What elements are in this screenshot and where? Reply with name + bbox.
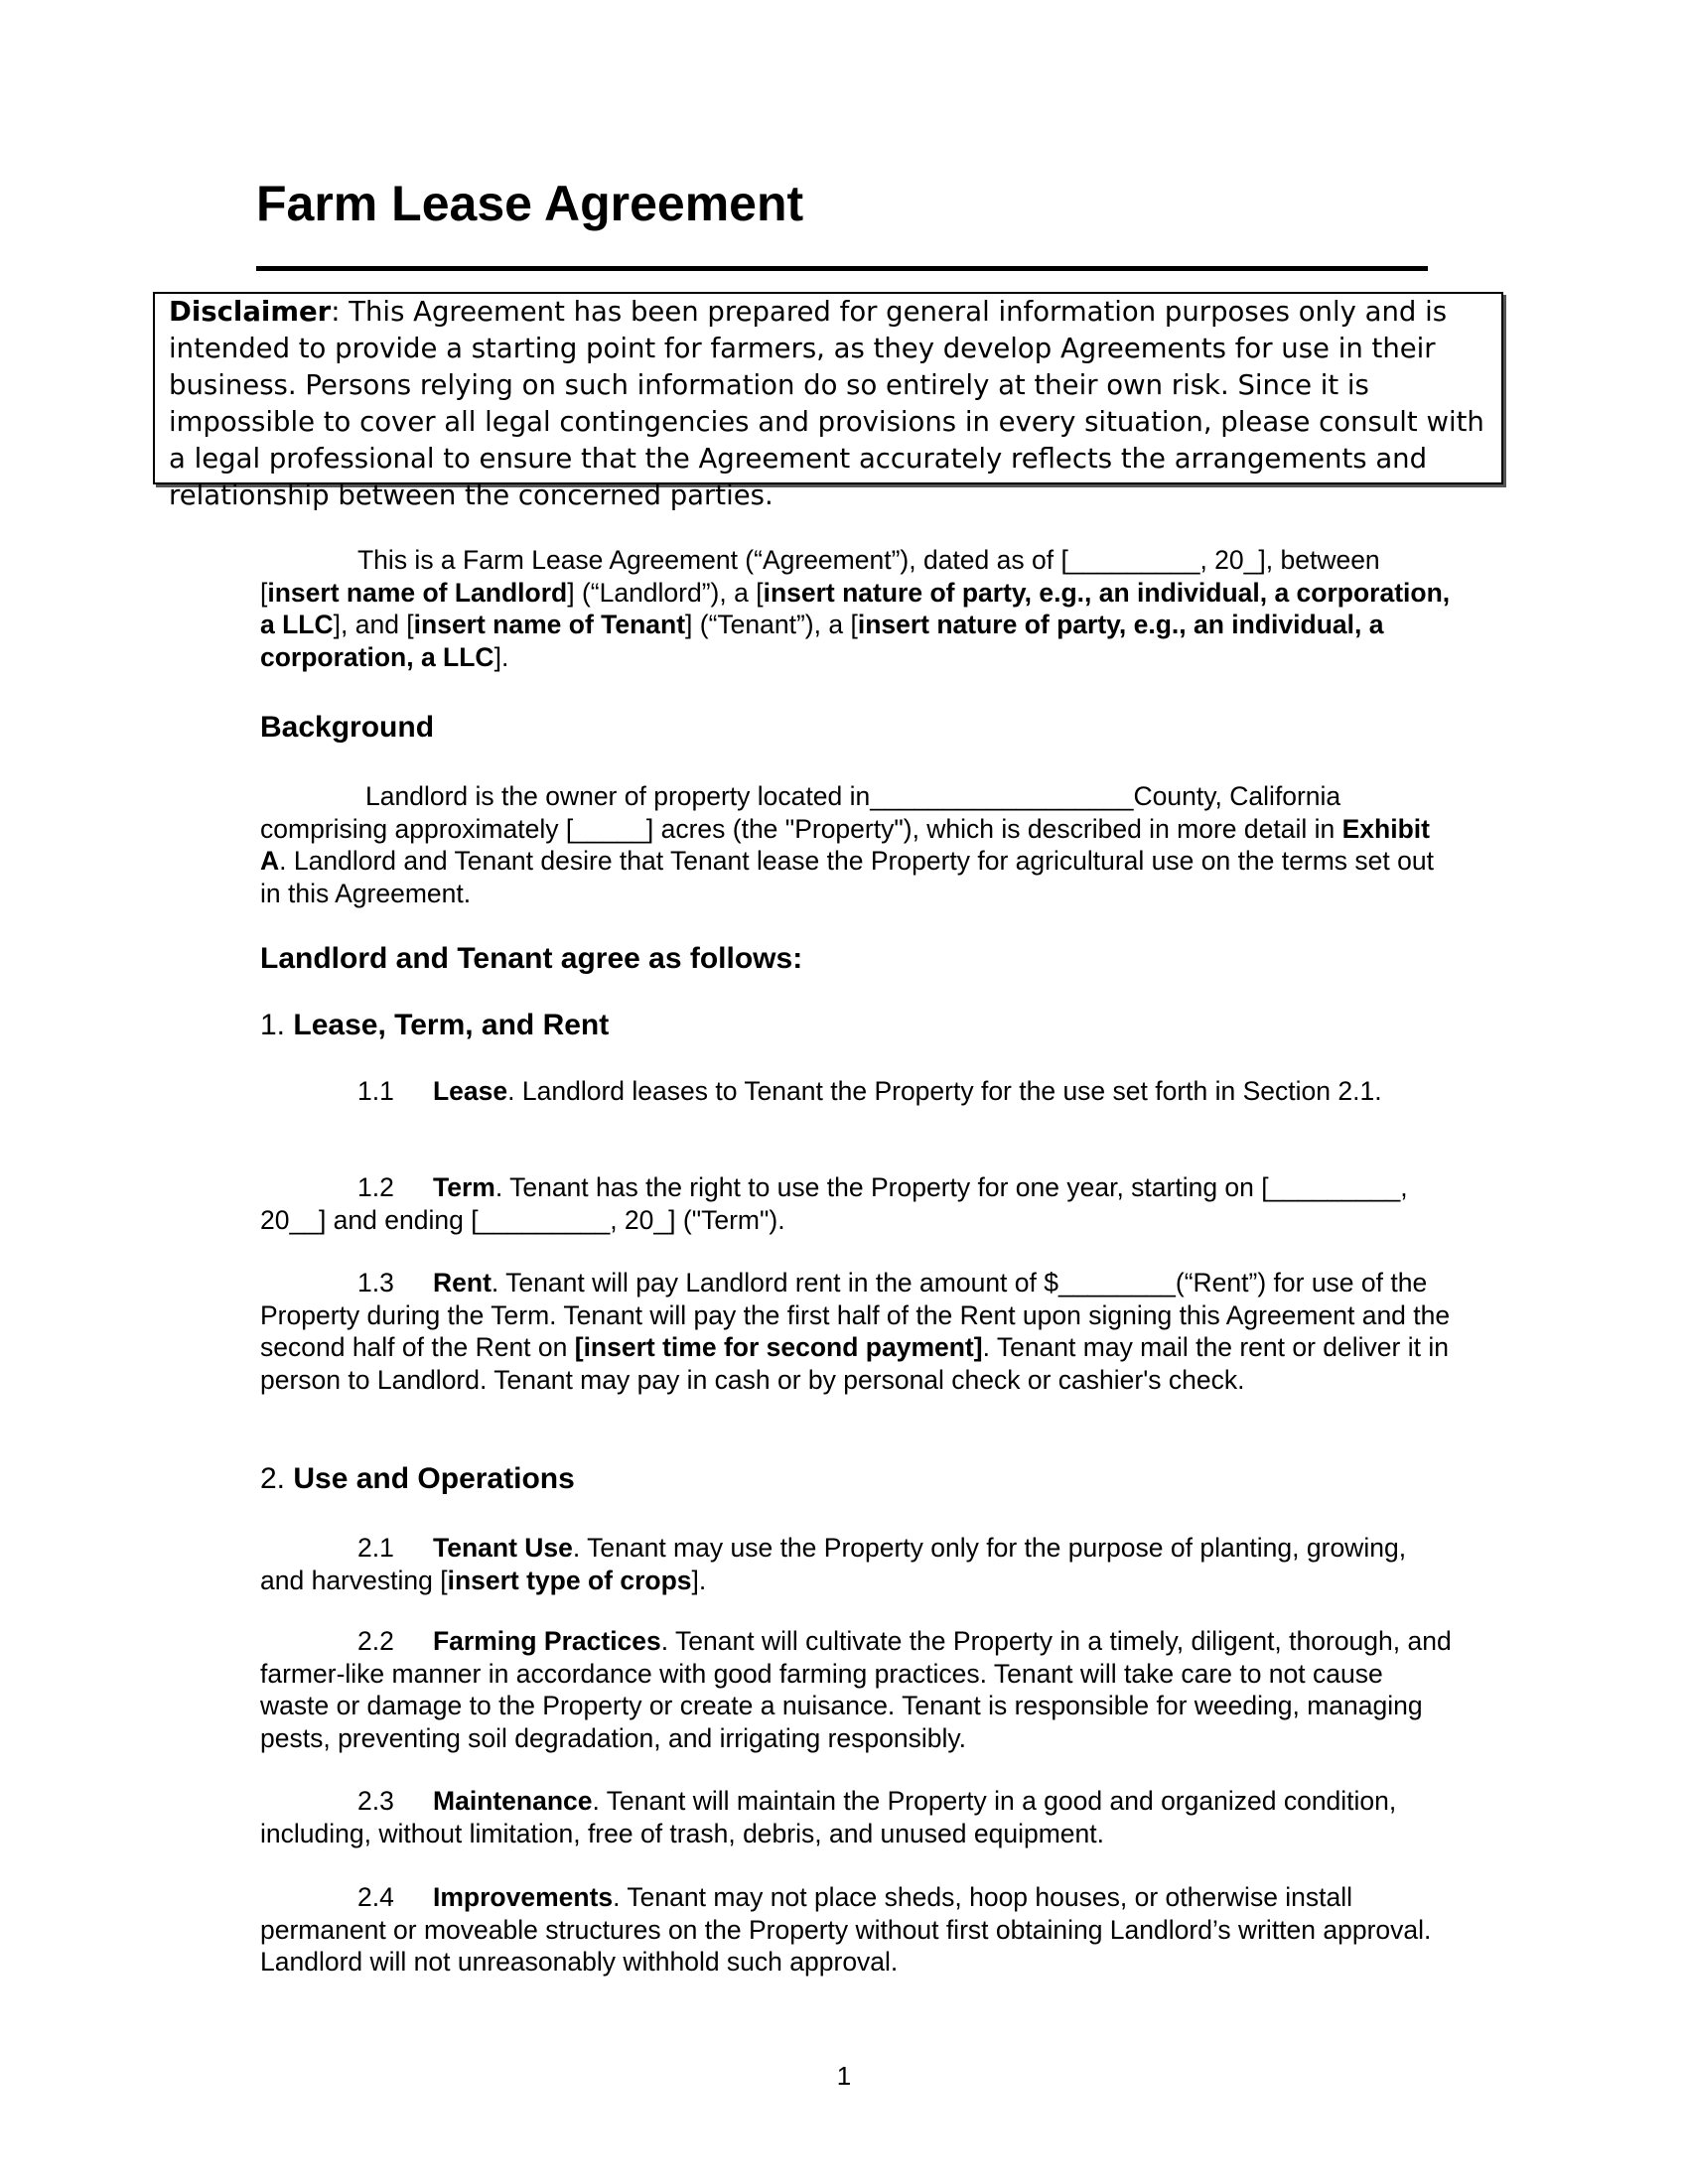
document-title: Farm Lease Agreement (256, 176, 804, 231)
background-heading: Background (260, 711, 435, 744)
disclaimer-label: Disclaimer (169, 296, 332, 328)
clause-2-2: 2.2 Farming Practices. Tenant will cultivate the Property in a timely, diligent, thorough, and farmer-like manner in accordance with good farming practices. Tenant will take care to not cause waste or damage to the Property or create a nuisance. Tenant is responsible for weeding, managing pests, preventing soil degradation, and irrigating responsibly. (260, 1626, 1452, 1753)
clause-1-2: 1.2 Term. Tenant has the right to use the Property for one year, starting on [_________, 20__] and ending [_________, 20_] ("Term"). (260, 1172, 1408, 1235)
clause-2-4: 2.4 Improvements. Tenant may not place sheds, hoop houses, or otherwise install permanent or moveable structures on the Property without first obtaining Landlord’s written approval. Landlord will not unreasonably withhold such approval. (260, 1882, 1432, 1977)
title-underline (256, 266, 1428, 271)
background-paragraph: Landlord is the owner of property located in__________________County, California comprising approximately [_____] acres (the "Property"), which is described in more detail in Exhibit A. Landlord and Tenant desire that Tenant lease the Property for agricultural use on the terms set out in this Agreement. (260, 781, 1434, 908)
intro-paragraph: This is a Farm Lease Agreement (“Agreement”), dated as of [_________, 20_], between [insert name of Landlord] (“Landlord”), a [insert nature of party, e.g., an individual, a corporation, a LLC], and [insert name of Tenant] (“Tenant”), a [insert nature of party, e.g., an individual, a corporation, a LLC]. (260, 545, 1451, 672)
clause-2-3: 2.3 Maintenance. Tenant will maintain the Property in a good and organized condition, including, without limitation, free of trash, debris, and unused equipment. (260, 1786, 1397, 1848)
clause-1-1: 1.1 Lease. Landlord leases to Tenant the Property for the use set forth in Section 2.1. (357, 1076, 1382, 1106)
page-number: 1 (836, 2061, 852, 2091)
section-2-heading: 2. Use and Operations (260, 1462, 575, 1495)
agree-heading: Landlord and Tenant agree as follows: (260, 942, 803, 975)
section-1-heading: 1. Lease, Term, and Rent (260, 1009, 610, 1041)
clause-2-1: 2.1 Tenant Use. Tenant may use the Property only for the purpose of planting, growing, and harvesting [insert type of crops]. (260, 1533, 1407, 1595)
disclaimer-text: Disclaimer: This Agreement has been prepared for general information purposes only and is intended to provide a starting point for farmers, as they develop Agreements for use in their business. Persons relying on such information do so entirely at their own risk. Since it is impossible to cover all legal contingencies and provisions in every situation, please consult with a legal professional to ensure that the Agreement accurately reflects the arrangements and relationship between the concerned parties. (169, 296, 1484, 511)
disclaimer-box (153, 292, 1503, 511)
clause-1-3: 1.3 Rent. Tenant will pay Landlord rent in the amount of $________(“Rent”) for use of the Property during the Term. Tenant will pay the first half of the Rent upon signing this Agreement and the second half of the Rent on [insert time for second payment]. Tenant may mail the rent or deliver it in person to Landlord. Tenant may pay in cash or by personal check or cashier's check. (260, 1268, 1451, 1395)
